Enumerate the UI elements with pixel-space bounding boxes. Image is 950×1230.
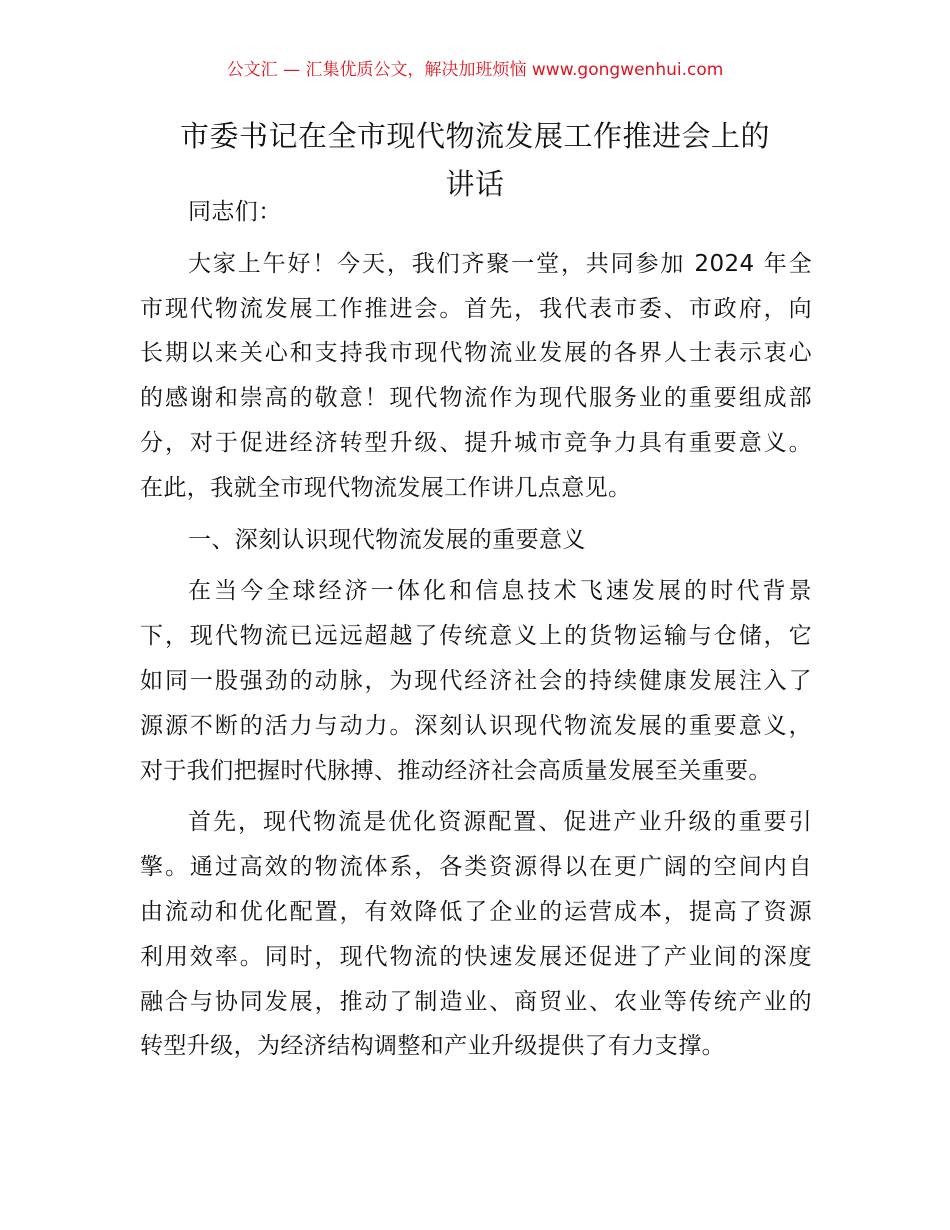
title-line-2: 讲话: [445, 167, 505, 201]
paragraph-significance: [140, 569, 812, 793]
paragraph-line: 市现代物流发展工作推进会。首先，我代表市委、市政府，向: [140, 295, 812, 322]
section-heading-1: 一、深刻认识现代物流发展的重要意义: [188, 526, 586, 553]
paragraph-line: 长期以来关心和支持我市现代物流业发展的各界人士表示衷心: [140, 340, 812, 367]
paragraph-line: 转型升级，为经济结构调整和产业升级提供了有力支撑。: [140, 1033, 725, 1060]
paragraph-line: 利用效率。同时，现代物流的快速发展还促进了产业间的深度: [140, 943, 812, 970]
title-line-1: 市委书记在全市现代物流发展工作推进会上的: [179, 119, 770, 153]
paragraph-line: 在当今全球经济一体化和信息技术飞速发展的时代背景: [188, 578, 812, 605]
paragraph-opening: [140, 242, 812, 511]
document-body: [140, 190, 812, 1076]
paragraph-line: 大家上午好！今天，我们齐聚一堂，共同参加 2024 年全: [188, 250, 812, 277]
paragraph-line: 分，对于促进经济转型升级、提升城市竞争力具有重要意义。: [140, 429, 812, 456]
paragraph-line: 对于我们把握时代脉搏、推动经济社会高质量发展至关重要。: [140, 757, 772, 784]
paragraph-line: 擎。通过高效的物流体系，各类资源得以在更广阔的空间内自: [140, 854, 812, 881]
paragraph-line: 的感谢和崇高的敬意！现代物流作为现代服务业的重要组成部: [140, 385, 812, 412]
paragraph-first-point: [140, 800, 812, 1069]
site-watermark-header: 公文汇 — 汇集优质公文，解决加班烦恼 www.gongwenhui.com: [226, 60, 724, 80]
paragraph-line: 在此，我就全市现代物流发展工作讲几点意见。: [140, 474, 632, 501]
paragraph-line: 如同一股强劲的动脉，为现代经济社会的持续健康发展注入了: [140, 667, 812, 694]
paragraph-line: 由流动和优化配置，有效降低了企业的运营成本，提高了资源: [140, 898, 812, 925]
paragraph-line: 首先，现代物流是优化资源配置、促进产业升级的重要引: [188, 809, 812, 836]
paragraph-line: 下，现代物流已远远超越了传统意义上的货物运输与仓储，它: [140, 623, 812, 650]
paragraph-line: 融合与协同发展，推动了制造业、商贸业、农业等传统产业的: [140, 988, 812, 1015]
paragraph-line: 源源不断的活力与动力。深刻认识现代物流发展的重要意义，: [140, 712, 812, 739]
salutation: 同志们：: [188, 199, 282, 225]
